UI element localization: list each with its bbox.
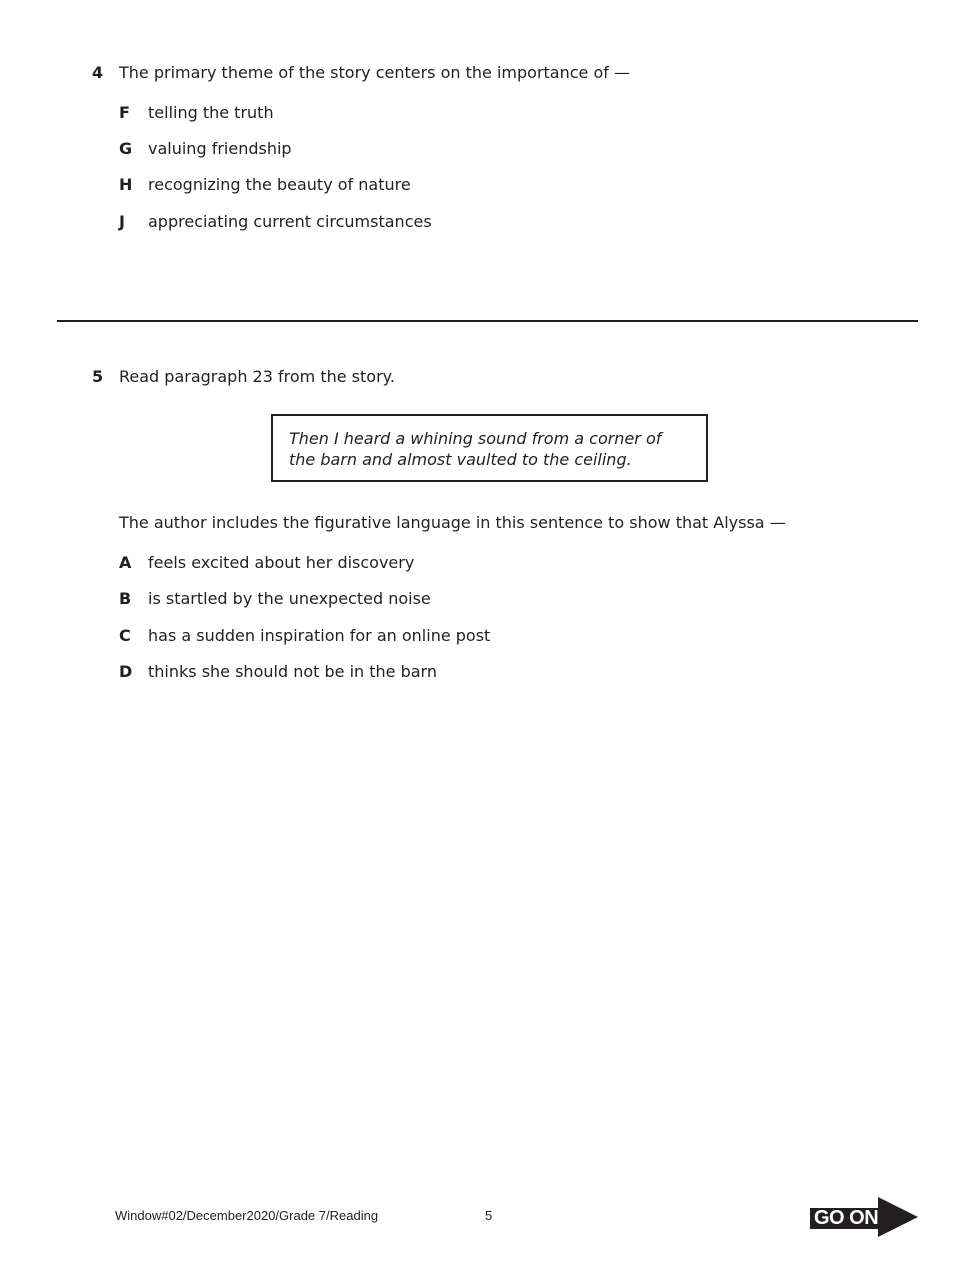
go-on-label: GO ON <box>814 1207 879 1229</box>
footer-source: Window#02/December2020/Grade 7/Reading <box>115 1208 379 1223</box>
choice-text: is startled by the unexpected noise <box>148 589 431 608</box>
go-on-indicator <box>810 1197 920 1237</box>
choice-letter: F <box>119 103 130 122</box>
question-stem: The author includes the figurative language in this sentence to show that Alyssa — <box>119 513 786 532</box>
choice-letter: C <box>119 626 131 645</box>
choice-text: has a sudden inspiration for an online post <box>148 626 491 645</box>
choice-letter: B <box>119 589 132 608</box>
question-number: 4 <box>92 63 104 82</box>
choice-text: telling the truth <box>148 103 274 122</box>
choice-letter: A <box>119 553 132 572</box>
excerpt-line: Then I heard a whining sound from a corner of <box>289 429 662 448</box>
arrow-right-icon <box>878 1197 918 1237</box>
choice-text: recognizing the beauty of nature <box>148 175 411 194</box>
choice-letter: D <box>119 662 133 681</box>
choice-letter: G <box>119 139 133 158</box>
choice-text: thinks she should not be in the barn <box>148 662 437 681</box>
page-number: 5 <box>485 1208 493 1223</box>
choice-letter: J <box>119 212 125 231</box>
choice-letter: H <box>119 175 133 194</box>
excerpt-line: the barn and almost vaulted to the ceiling. <box>289 450 632 469</box>
question-stem: The primary theme of the story centers on the importance of — <box>119 63 630 82</box>
excerpt-box <box>271 414 708 482</box>
choice-text: appreciating current circumstances <box>148 212 432 231</box>
choice-text: valuing friendship <box>148 139 292 158</box>
question-number: 5 <box>92 367 104 386</box>
choice-text: feels excited about her discovery <box>148 553 415 572</box>
section-divider <box>57 320 918 322</box>
question-intro: Read paragraph 23 from the story. <box>119 367 395 386</box>
